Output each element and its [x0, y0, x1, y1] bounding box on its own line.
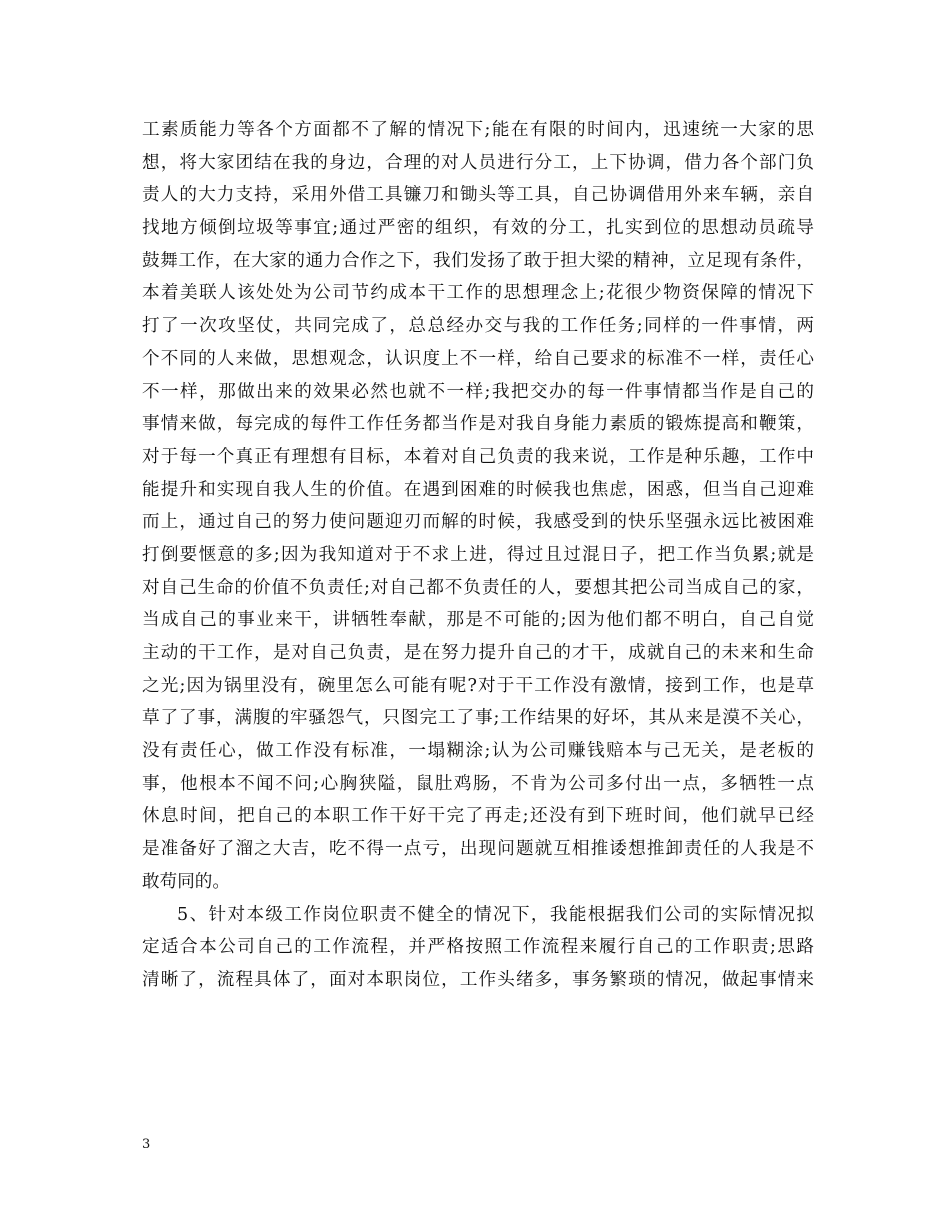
text-line: 定适合本公司自己的工作流程，并严格按照工作流程来履行自己的工作职责;思路 [142, 937, 814, 958]
page-number: 3 [142, 1137, 151, 1152]
text-line: 不一样，那做出来的效果必然也就不一样;我把交办的每一件事情都当作是自己的 [142, 381, 814, 402]
text-line: 工素质能力等各个方面都不了解的情况下;能在有限的时间内，迅速统一大家的思 [142, 120, 814, 140]
text-line: 本着美联人该处处为公司节约成本干工作的思想理念上;花很少物资保障的情况下 [142, 283, 814, 304]
text-line: 对于每一个真正有理想有目标，本着对自己负责的我来说，工作是种乐趣，工作中 [142, 446, 814, 467]
text-line: 而上，通过自己的努力使问题迎刃而解的时候，我感受到的快乐坚强永远比被困难 [142, 512, 814, 533]
text-line: 责人的大力支持，采用外借工具镰刀和锄头等工具，自己协调借用外来车辆，亲自 [142, 185, 814, 206]
text-line: 敢苟同的。 [142, 871, 230, 892]
text-line: 事情来做，每完成的每件工作任务都当作是对我自身能力素质的锻炼提高和鞭策， [142, 414, 814, 435]
text-line: 没有责任心，做工作没有标准，一塌糊涂;认为公司赚钱赔本与己无关，是老板的 [142, 741, 814, 762]
text-line: 是准备好了溜之大吉，吃不得一点亏，出现问题就互相推诿想推卸责任的人我是不 [142, 839, 814, 860]
text-line: 能提升和实现自我人生的价值。在遇到困难的时候我也焦虑，困惑，但当自己迎难 [142, 479, 814, 500]
text-line: 找地方倾倒垃圾等事宜;通过严密的组织，有效的分工，扎实到位的思想动员疏导 [142, 218, 814, 239]
text-line: 之光;因为锅里没有，碗里怎么可能有呢?对于干工作没有激情，接到工作，也是草 [142, 675, 814, 696]
text-line: 打了一次攻坚仗，共同完成了，总总经办交与我的工作任务;同样的一件事情，两 [142, 316, 814, 337]
text-line: 当成自己的事业来干，讲牺牲奉献，那是不可能的;因为他们都不明白，自己自觉 [142, 610, 814, 631]
text-line: 主动的干工作，是对自己负责，是在努力提升自己的才干，成就自己的未来和生命 [142, 643, 814, 663]
text-line: 草了了事，满腹的牢骚怨气，只图完工了事;工作结果的好坏，其从来是漠不关心， [142, 708, 814, 729]
text-line: 想，将大家团结在我的身边，合理的对人员进行分工，上下协调，借力各个部门负 [142, 152, 814, 173]
text-line: 对自己生命的价值不负责任;对自己都不负责任的人，要想其把公司当成自己的家， [142, 577, 814, 598]
paragraph-1 [142, 114, 814, 899]
text-line: 打倒要惬意的多;因为我知道对于不求上进，得过且过混日子，把工作当负累;就是 [142, 544, 814, 565]
text-line: 5、针对本级工作岗位职责不健全的情况下，我能根据我们公司的实际情况拟 [177, 904, 814, 925]
paragraph-2 [142, 899, 814, 997]
text-line: 事，他根本不闻不问;心胸狭隘，鼠肚鸡肠，不肯为公司多付出一点，多牺牲一点 [142, 773, 814, 794]
text-line: 个不同的人来做，思想观念，认识度上不一样，给自己要求的标准不一样，责任心 [142, 348, 814, 369]
document-body [142, 114, 814, 997]
text-line: 清晰了，流程具体了，面对本职岗位，工作头绪多，事务繁琐的情况，做起事情来 [142, 969, 814, 990]
text-line: 休息时间，把自己的本职工作干好干完了再走;还没有到下班时间，他们就早已经 [142, 806, 814, 827]
text-line: 鼓舞工作，在大家的通力合作之下，我们发扬了敢于担大梁的精神，立足现有条件， [142, 250, 814, 271]
